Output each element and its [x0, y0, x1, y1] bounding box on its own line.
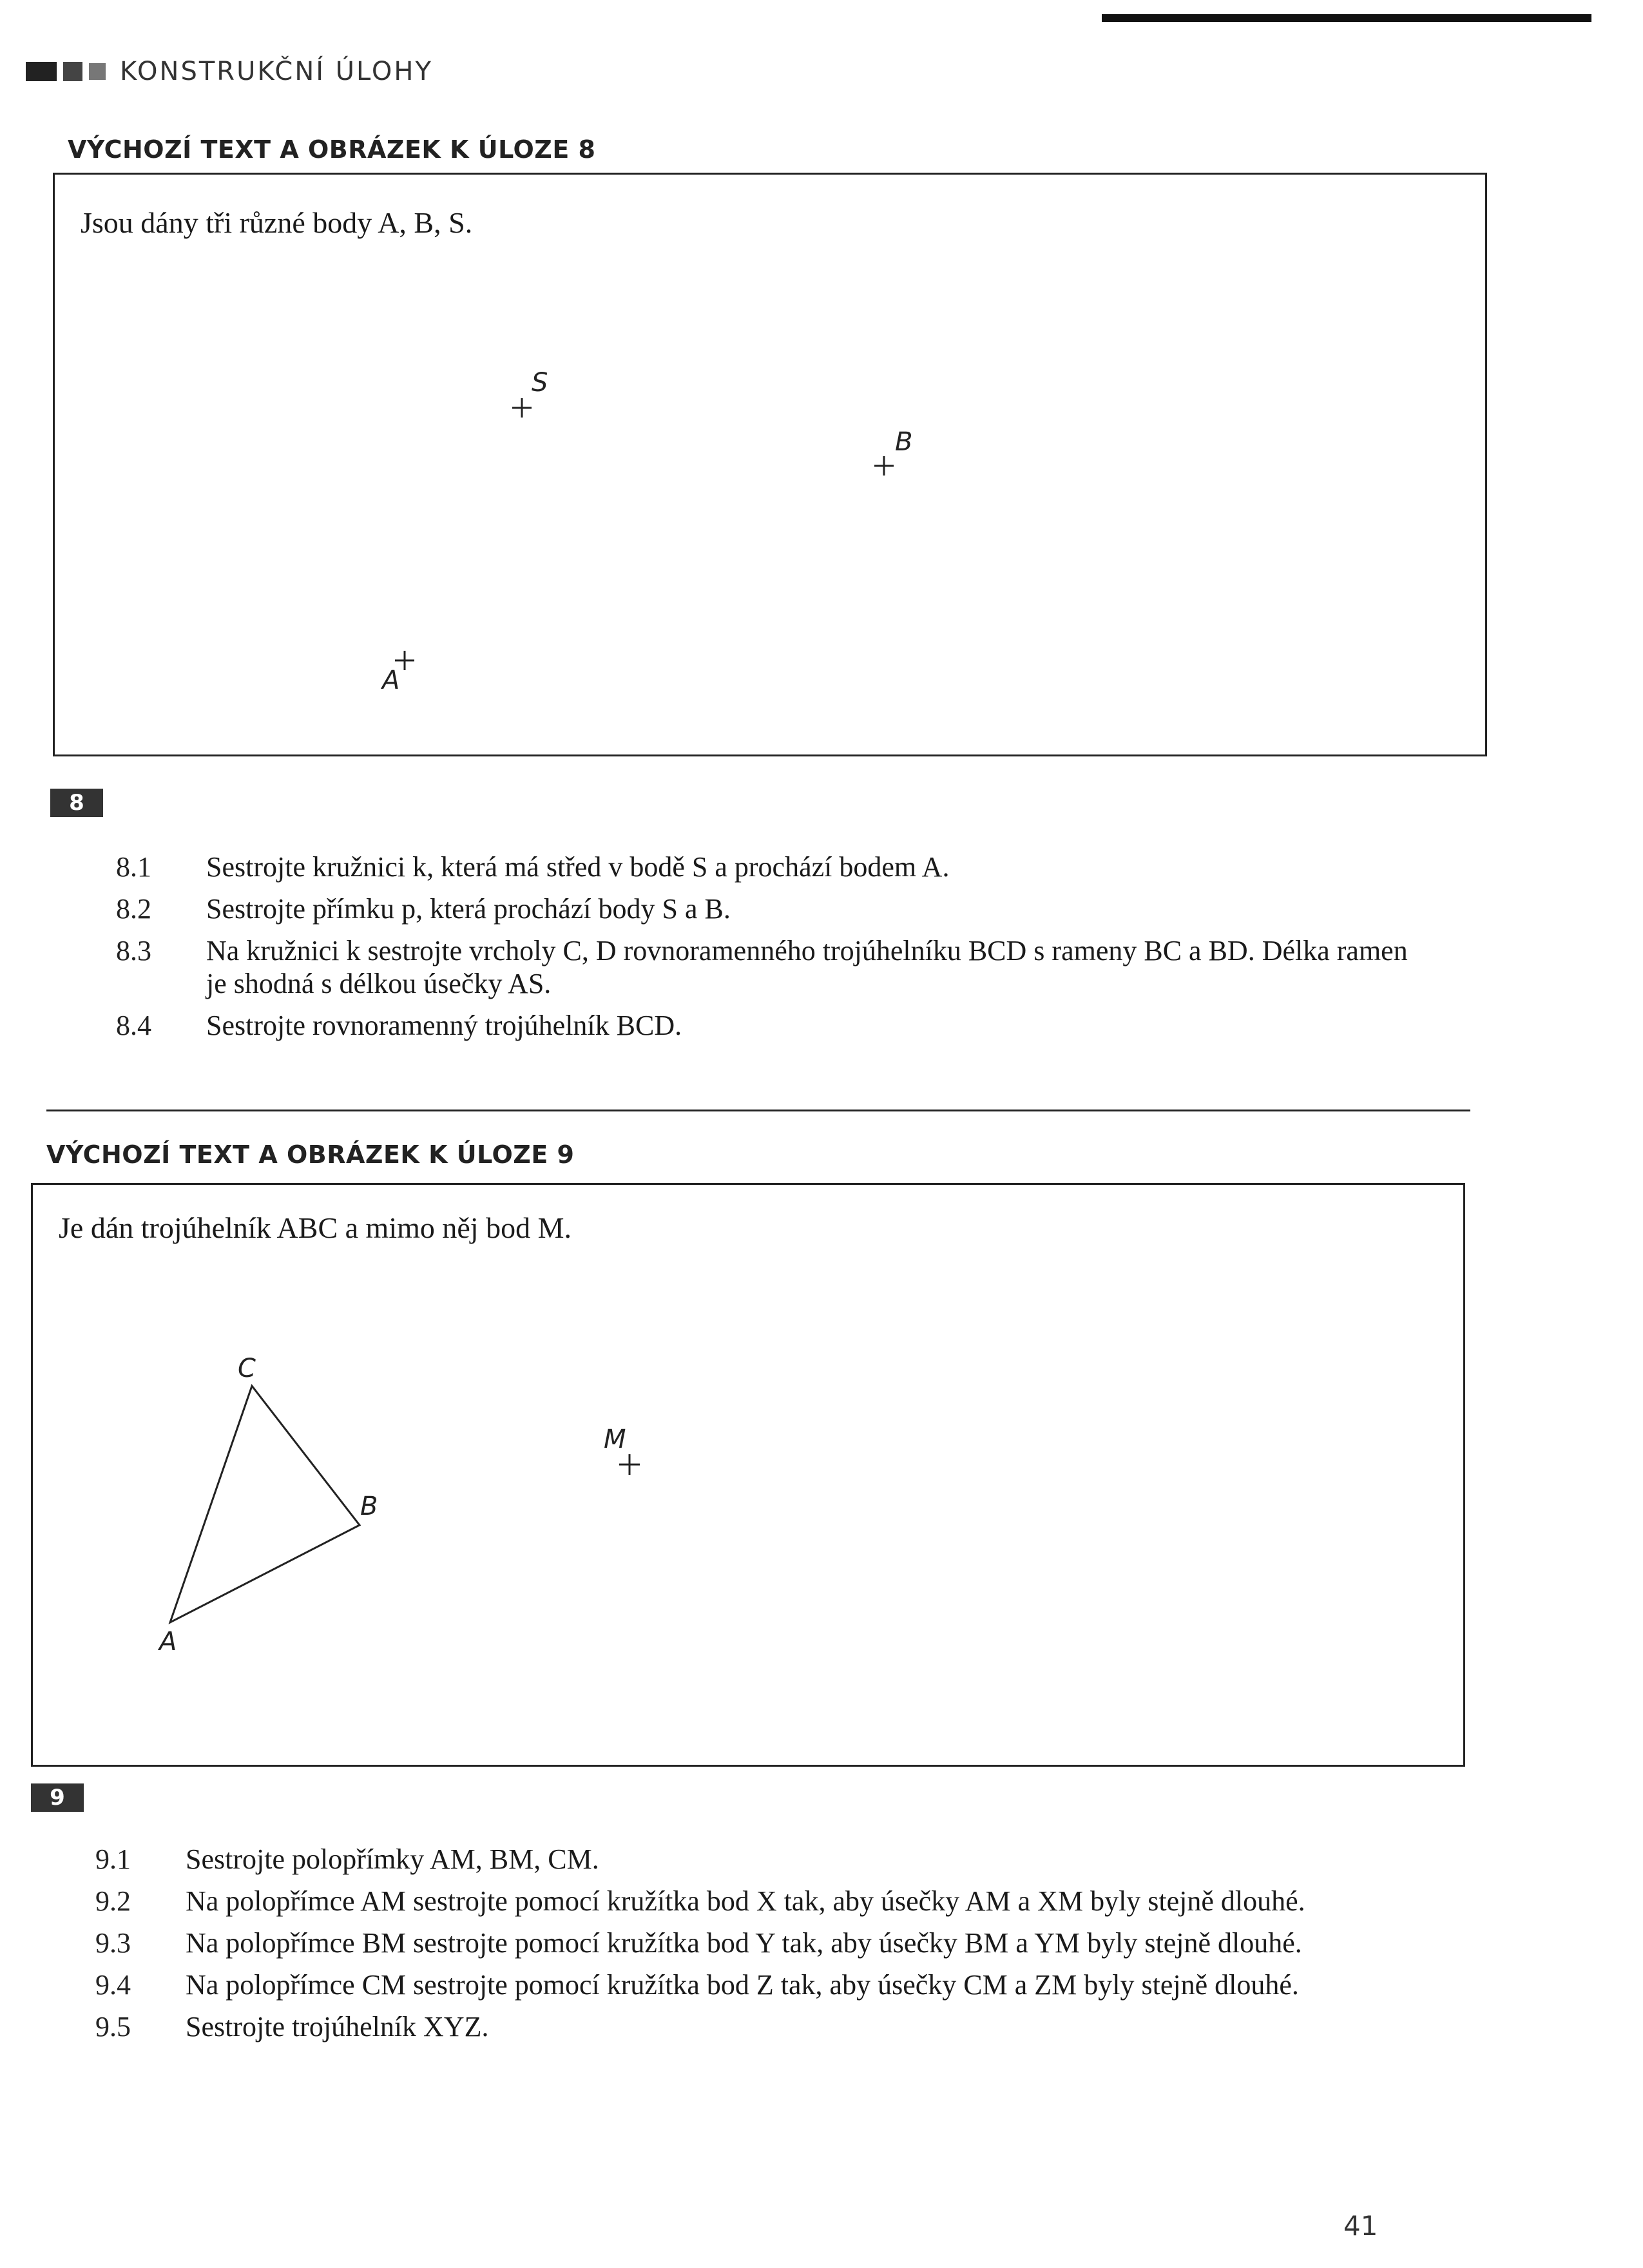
triangle-abc	[170, 1386, 360, 1622]
task9-heading: VÝCHOZÍ TEXT A OBRÁZEK K ÚLOZE 9	[46, 1140, 575, 1169]
point-s-marker	[512, 398, 532, 418]
task9-items	[95, 1843, 1481, 2043]
task8-item	[116, 934, 1456, 1000]
item-number: 8.4	[116, 1010, 151, 1041]
task9-item	[95, 1843, 1481, 1876]
point-m-marker	[619, 1454, 640, 1475]
item-text: Na polopřímce AM sestrojte pomocí kružítka bod X tak, aby úsečky AM a XM byly stejně dlouhé.	[186, 1885, 1305, 1917]
task9-figure-box	[31, 1183, 1465, 1767]
chapter-header	[26, 57, 433, 86]
task8-item	[116, 892, 1456, 925]
item-number: 8.1	[116, 851, 151, 883]
top-rule	[1102, 14, 1591, 22]
item-number: 9.1	[95, 1843, 131, 1875]
task9-item	[95, 2010, 1481, 2043]
item-text: Sestrojte přímku p, která prochází body S a B.	[206, 893, 731, 925]
header-square-icon	[26, 62, 57, 81]
point-a-label: A	[382, 666, 400, 695]
task9-intro: Je dán trojúhelník ABC a mimo něj bod M.	[59, 1211, 572, 1244]
item-text: Sestrojte polopřímky AM, BM, CM.	[186, 1843, 599, 1875]
section-divider	[46, 1110, 1470, 1111]
item-number: 9.5	[95, 2011, 131, 2042]
task8-figure-box	[53, 173, 1487, 756]
item-number: 9.2	[95, 1885, 131, 1917]
point-b-marker	[874, 456, 894, 476]
item-number: 8.3	[116, 935, 151, 966]
header-square-icon	[89, 63, 106, 80]
item-number: 9.4	[95, 1969, 131, 2001]
task9-figure	[33, 1185, 1463, 1765]
item-number: 9.3	[95, 1927, 131, 1959]
item-text: Sestrojte kružnici k, která má střed v bodě S a prochází bodem A.	[206, 851, 950, 883]
task8-intro: Jsou dány tři různé body A, B, S.	[81, 206, 473, 239]
point-m-label: M	[604, 1425, 626, 1454]
task9-item	[95, 1885, 1481, 1917]
task9-badge: 9	[31, 1783, 84, 1812]
task8-figure	[55, 175, 1485, 754]
item-text: Na polopřímce BM sestrojte pomocí kružítka bod Y tak, aby úsečky BM a YM byly stejně dlouhé.	[186, 1927, 1302, 1959]
header-square-icon	[63, 62, 82, 81]
task8-badge: 8	[50, 789, 103, 817]
page-number: 41	[1343, 2210, 1378, 2242]
point-b-label: B	[360, 1492, 378, 1521]
item-text: Na kružnici k sestrojte vrcholy C, D rovnoramenného trojúhelníku BCD s rameny BC a BD. Délka ramen je shodná s délkou úsečky AS.	[206, 935, 1408, 999]
task8-item	[116, 850, 1456, 883]
item-number: 8.2	[116, 893, 151, 925]
item-text: Na polopřímce CM sestrojte pomocí kružítka bod Z tak, aby úsečky CM a ZM byly stejně dlouhé.	[186, 1969, 1299, 2001]
task8-item	[116, 1009, 1456, 1042]
point-a-label: A	[159, 1627, 177, 1657]
task8-heading: VÝCHOZÍ TEXT A OBRÁZEK K ÚLOZE 8	[68, 135, 596, 164]
point-c-label: C	[238, 1354, 256, 1383]
item-text: Sestrojte rovnoramenný trojúhelník BCD.	[206, 1010, 682, 1041]
point-b-label: B	[895, 427, 913, 457]
task9-item	[95, 1968, 1481, 2001]
point-s-label: S	[532, 368, 548, 398]
task9-item	[95, 1927, 1481, 1959]
task8-items	[116, 850, 1456, 1042]
item-text: Sestrojte trojúhelník XYZ.	[186, 2011, 489, 2042]
chapter-title: KONSTRUKČNÍ ÚLOHY	[120, 57, 433, 86]
